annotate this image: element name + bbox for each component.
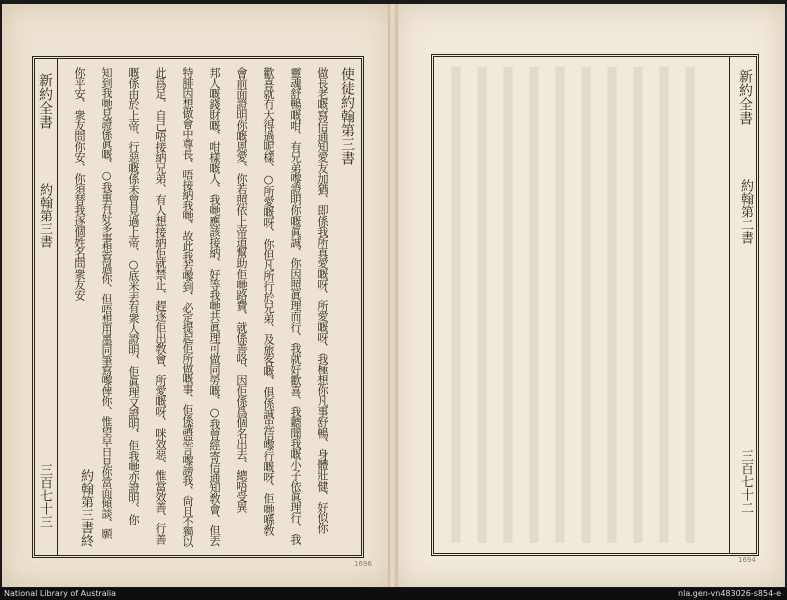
text-column: 嘅係由於上帝、行惡嘅係未曾見過上帝、○底米丟有衆人證明、佢眞理又證明、佢我哋亦證明、你 xyxy=(127,67,140,525)
book-gutter xyxy=(388,4,398,587)
left-section-label: 約翰第三書 xyxy=(37,183,52,248)
footer-bar xyxy=(0,588,787,600)
left-end-label: 約翰第三書終 xyxy=(78,469,93,547)
right-side-rule xyxy=(729,57,730,553)
footer-credit: National Library of Australia xyxy=(4,589,117,598)
left-pencil-mark: 1696 xyxy=(354,560,372,568)
right-page-number: 三百七十二 xyxy=(738,449,753,514)
left-running-head: 新約全書 xyxy=(37,73,53,129)
text-column: 知到我哋見證係眞嘅、○我重有好多事想寫過你、但唔想用墨同筆寫嚟俾你、惟望早日見你當面傾談、願 xyxy=(100,67,113,539)
footer-identifier: nla.gen-vn483026-s854-e xyxy=(678,589,781,598)
left-heading: 使徒約翰第三書 xyxy=(339,67,355,165)
right-page-frame: ▒▒▒▒▒▒▒▒▒▒▒▒▒▒▒▒▒▒▒▒▒▒▒▒▒▒▒▒▒▒▒▒▒▒ ▒▒▒▒▒▒▒▒▒▒▒▒▒▒▒▒▒▒▒▒▒▒▒▒▒▒▒▒▒▒▒▒▒▒ ▒▒▒▒▒▒▒▒▒▒▒▒▒▒▒▒▒▒▒▒▒▒▒▒▒▒▒▒▒▒▒▒▒▒ ▒▒▒▒▒▒▒▒▒▒▒▒▒▒▒▒▒▒▒▒▒▒▒▒▒▒▒▒▒▒▒▒▒▒ ▒▒▒▒▒▒▒▒▒▒▒▒▒▒▒▒▒▒▒▒▒▒▒▒▒▒▒▒▒▒▒▒▒▒ ▒▒▒▒▒▒▒▒▒▒▒▒▒▒▒▒▒▒▒▒▒▒▒▒▒▒▒▒▒▒▒▒▒▒ ▒▒▒▒▒▒▒▒▒▒▒▒▒▒▒▒▒▒▒▒▒▒▒▒▒▒▒▒▒▒▒▒▒▒ ▒▒▒▒▒▒▒▒▒▒▒▒▒▒▒▒▒▒▒▒▒▒▒▒▒▒▒▒▒▒▒▒▒▒ ▒▒▒▒▒▒▒▒▒▒▒▒▒▒▒▒▒▒▒▒▒▒▒▒▒▒▒▒▒▒▒▒▒▒ ▒▒▒▒▒▒▒▒▒▒▒▒▒▒▒▒▒▒▒▒▒▒▒▒▒▒▒▒▒▒▒▒▒▒ 新約全書 約翰第二書 三百七十二 xyxy=(431,54,759,556)
text-column: 靈魂舒暢嘅咁、有兄弟嚟證明你嘅眞誠、你因照眞理而行、我就好歡喜、我聽聞我嘅小子依眞理行、我 xyxy=(289,67,302,545)
left-side-rule xyxy=(57,59,58,555)
text-column: 此爲足、自己唔接納兄弟、有人想接納佢就禁止、趕逐佢出敎會、所愛嘅呀、咪效惡、惟當效善、行善 xyxy=(154,67,167,545)
right-running-head: 新約全書 xyxy=(737,69,753,125)
text-column: 會前面證明你嘅恩愛、你若照依上帝道幫助佢哋路費、就係善咯、因佢係爲個名出去、總唔受異 xyxy=(235,67,248,513)
right-section-label: 約翰第二書 xyxy=(738,179,753,244)
left-page-number: 三百七十三 xyxy=(37,463,52,528)
text-column: 邦人嘅錢財嘅、咁樣嘅人、我哋應該接納、好等我哋共眞理可做同勞嘅、○我曾經寄信通知敎會、但丟 xyxy=(208,67,221,546)
right-pencil-mark: 1694 xyxy=(738,556,756,564)
text-column: 特腓因想做會中尊長、唔接納我哋、故此我若嚟到、必定提起佢所做嘅事、佢係講惡言嚟謗我、尙且不獨以 xyxy=(181,67,194,547)
left-page-frame xyxy=(32,56,364,558)
text-column: 歡喜就冇大得過呢樣、○所愛嘅呀、你但凡所行於兄弟、及旅客嘅、俱係誠忠信嚟行嘅呀、佢哋喺敎 xyxy=(262,67,275,536)
text-column: 做長老嘅寫信通知愛友加猶、即係我所真愛嘅呀、所愛嘅呀、我極想你凡事舒暢、身體壯健、好似你 xyxy=(316,67,329,534)
text-column: 你平安、衆友問你安、你須替我逐個姓名問衆友安 xyxy=(73,67,86,301)
